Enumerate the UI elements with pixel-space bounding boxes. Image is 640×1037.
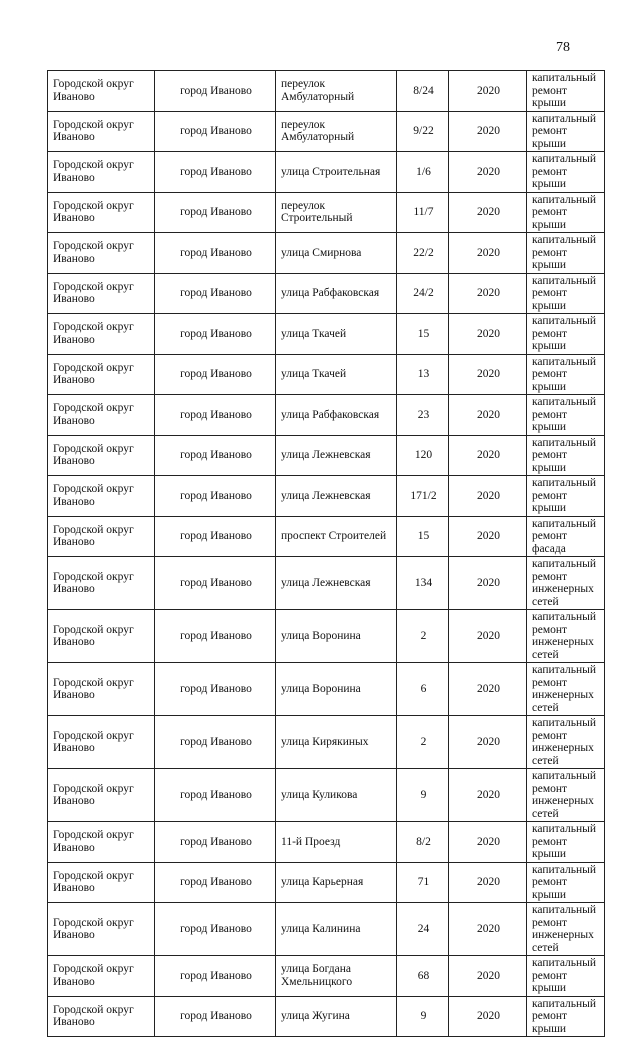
house-number-cell: 24 (397, 903, 449, 956)
table-row (48, 152, 605, 193)
house-number-cell: 1/6 (397, 152, 449, 193)
street-cell: улица Рабфаковская (276, 395, 397, 436)
street-cell: 11-й Проезд (276, 822, 397, 863)
city-cell: город Иваново (155, 516, 276, 557)
city-cell: город Иваново (155, 233, 276, 274)
table-row (48, 557, 605, 610)
city-cell: город Иваново (155, 716, 276, 769)
street-cell: улица Смирнова (276, 233, 397, 274)
city-cell: город Иваново (155, 903, 276, 956)
table-row (48, 395, 605, 436)
table-row (48, 663, 605, 716)
city-cell: город Иваново (155, 435, 276, 476)
street-cell: улица Калинина (276, 903, 397, 956)
house-number-cell: 24/2 (397, 273, 449, 314)
table-row (48, 903, 605, 956)
year-cell: 2020 (449, 395, 527, 436)
table-row (48, 435, 605, 476)
city-cell: город Иваново (155, 152, 276, 193)
city-cell: город Иваново (155, 314, 276, 355)
city-cell: город Иваново (155, 476, 276, 517)
district-cell: Городской округ Иваново (48, 476, 155, 517)
year-cell: 2020 (449, 557, 527, 610)
street-cell: улица Воронина (276, 663, 397, 716)
year-cell: 2020 (449, 903, 527, 956)
year-cell: 2020 (449, 71, 527, 112)
street-cell: улица Лежневская (276, 557, 397, 610)
house-number-cell: 134 (397, 557, 449, 610)
city-cell: город Иваново (155, 610, 276, 663)
year-cell: 2020 (449, 233, 527, 274)
table-row (48, 111, 605, 152)
year-cell: 2020 (449, 476, 527, 517)
house-number-cell: 22/2 (397, 233, 449, 274)
year-cell: 2020 (449, 152, 527, 193)
table-row (48, 996, 605, 1037)
table-row (48, 314, 605, 355)
work-type-cell: капитальный ремонт крыши (527, 273, 605, 314)
page-number: 78 (556, 40, 570, 55)
table-row (48, 476, 605, 517)
table-row (48, 610, 605, 663)
year-cell: 2020 (449, 111, 527, 152)
year-cell: 2020 (449, 273, 527, 314)
work-type-cell: капитальный ремонт инженерных сетей (527, 903, 605, 956)
city-cell: город Иваново (155, 71, 276, 112)
house-number-cell: 9 (397, 996, 449, 1037)
table-row (48, 233, 605, 274)
house-number-cell: 15 (397, 516, 449, 557)
table-row (48, 956, 605, 997)
street-cell: переулок Амбулаторный (276, 71, 397, 112)
year-cell: 2020 (449, 435, 527, 476)
table-row (48, 354, 605, 395)
street-cell: улица Карьерная (276, 862, 397, 903)
house-number-cell: 8/24 (397, 71, 449, 112)
district-cell: Городской округ Иваново (48, 663, 155, 716)
work-type-cell: капитальный ремонт крыши (527, 71, 605, 112)
table-row (48, 71, 605, 112)
district-cell: Городской округ Иваново (48, 435, 155, 476)
house-number-cell: 2 (397, 716, 449, 769)
work-type-cell: капитальный ремонт крыши (527, 822, 605, 863)
district-cell: Городской округ Иваново (48, 354, 155, 395)
house-number-cell: 120 (397, 435, 449, 476)
work-type-cell: капитальный ремонт крыши (527, 862, 605, 903)
district-cell: Городской округ Иваново (48, 152, 155, 193)
street-cell: улица Жугина (276, 996, 397, 1037)
year-cell: 2020 (449, 314, 527, 355)
house-number-cell: 13 (397, 354, 449, 395)
district-cell: Городской округ Иваново (48, 903, 155, 956)
city-cell: город Иваново (155, 663, 276, 716)
work-type-cell: капитальный ремонт крыши (527, 354, 605, 395)
work-type-cell: капитальный ремонт крыши (527, 996, 605, 1037)
work-type-cell: капитальный ремонт инженерных сетей (527, 716, 605, 769)
work-type-cell: капитальный ремонт крыши (527, 314, 605, 355)
city-cell: город Иваново (155, 354, 276, 395)
work-type-cell: капитальный ремонт инженерных сетей (527, 769, 605, 822)
year-cell: 2020 (449, 610, 527, 663)
year-cell: 2020 (449, 354, 527, 395)
city-cell: город Иваново (155, 192, 276, 233)
house-number-cell: 171/2 (397, 476, 449, 517)
work-type-cell: капитальный ремонт крыши (527, 435, 605, 476)
work-type-cell: капитальный ремонт крыши (527, 192, 605, 233)
city-cell: город Иваново (155, 996, 276, 1037)
district-cell: Городской округ Иваново (48, 610, 155, 663)
district-cell: Городской округ Иваново (48, 862, 155, 903)
city-cell: город Иваново (155, 395, 276, 436)
district-cell: Городской округ Иваново (48, 192, 155, 233)
table-row (48, 273, 605, 314)
city-cell: город Иваново (155, 111, 276, 152)
work-type-cell: капитальный ремонт крыши (527, 395, 605, 436)
house-number-cell: 11/7 (397, 192, 449, 233)
year-cell: 2020 (449, 996, 527, 1037)
table-row (48, 716, 605, 769)
district-cell: Городской округ Иваново (48, 273, 155, 314)
district-cell: Городской округ Иваново (48, 716, 155, 769)
district-cell: Городской округ Иваново (48, 395, 155, 436)
year-cell: 2020 (449, 663, 527, 716)
work-type-cell: капитальный ремонт инженерных сетей (527, 610, 605, 663)
city-cell: город Иваново (155, 956, 276, 997)
city-cell: город Иваново (155, 769, 276, 822)
work-type-cell: капитальный ремонт крыши (527, 476, 605, 517)
house-number-cell: 68 (397, 956, 449, 997)
year-cell: 2020 (449, 862, 527, 903)
district-cell: Городской округ Иваново (48, 233, 155, 274)
work-type-cell: капитальный ремонт крыши (527, 111, 605, 152)
street-cell: улица Строительная (276, 152, 397, 193)
house-number-cell: 6 (397, 663, 449, 716)
table-row (48, 862, 605, 903)
district-cell: Городской округ Иваново (48, 111, 155, 152)
work-type-cell: капитальный ремонт крыши (527, 233, 605, 274)
city-cell: город Иваново (155, 557, 276, 610)
district-cell: Городской округ Иваново (48, 769, 155, 822)
street-cell: улица Лежневская (276, 476, 397, 517)
street-cell: переулок Строительный (276, 192, 397, 233)
table-row (48, 516, 605, 557)
street-cell: улица Ткачей (276, 314, 397, 355)
year-cell: 2020 (449, 822, 527, 863)
city-cell: город Иваново (155, 273, 276, 314)
house-number-cell: 9 (397, 769, 449, 822)
street-cell: улица Ткачей (276, 354, 397, 395)
year-cell: 2020 (449, 192, 527, 233)
year-cell: 2020 (449, 769, 527, 822)
district-cell: Городской округ Иваново (48, 822, 155, 863)
year-cell: 2020 (449, 956, 527, 997)
work-type-cell: капитальный ремонт инженерных сетей (527, 663, 605, 716)
district-cell: Городской округ Иваново (48, 314, 155, 355)
street-cell: улица Кирякиных (276, 716, 397, 769)
table-row (48, 769, 605, 822)
district-cell: Городской округ Иваново (48, 996, 155, 1037)
table-row (48, 822, 605, 863)
work-type-cell: капитальный ремонт крыши (527, 956, 605, 997)
city-cell: город Иваново (155, 822, 276, 863)
street-cell: улица Рабфаковская (276, 273, 397, 314)
district-cell: Городской округ Иваново (48, 956, 155, 997)
work-type-cell: капитальный ремонт крыши (527, 152, 605, 193)
house-number-cell: 71 (397, 862, 449, 903)
house-number-cell: 23 (397, 395, 449, 436)
street-cell: переулок Амбулаторный (276, 111, 397, 152)
street-cell: улица Лежневская (276, 435, 397, 476)
house-number-cell: 2 (397, 610, 449, 663)
work-type-cell: капитальный ремонт инженерных сетей (527, 557, 605, 610)
house-number-cell: 8/2 (397, 822, 449, 863)
work-type-cell: капитальный ремонт фасада (527, 516, 605, 557)
district-cell: Городской округ Иваново (48, 516, 155, 557)
district-cell: Городской округ Иваново (48, 557, 155, 610)
street-cell: улица Куликова (276, 769, 397, 822)
street-cell: улица Воронина (276, 610, 397, 663)
street-cell: улица Богдана Хмельницкого (276, 956, 397, 997)
year-cell: 2020 (449, 716, 527, 769)
city-cell: город Иваново (155, 862, 276, 903)
district-cell: Городской округ Иваново (48, 71, 155, 112)
house-number-cell: 9/22 (397, 111, 449, 152)
street-cell: проспект Строителей (276, 516, 397, 557)
table-row (48, 192, 605, 233)
house-number-cell: 15 (397, 314, 449, 355)
year-cell: 2020 (449, 516, 527, 557)
repair-registry-table (47, 70, 605, 1037)
